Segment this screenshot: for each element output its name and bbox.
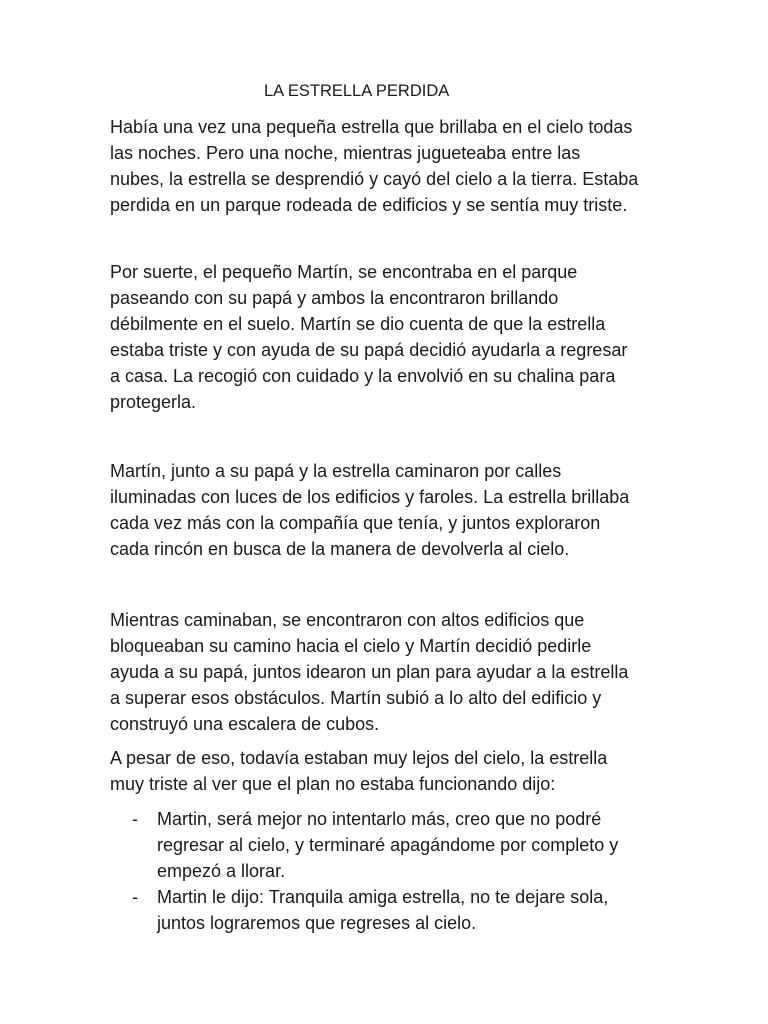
text-line: ayuda a su papá, juntos idearon un plan para ayudar a la estrella [110, 662, 629, 682]
text-line: empezó a llorar. [157, 861, 286, 881]
text-line: Martin le dijo: Tranquila amiga estrella, no te dejare sola, [157, 887, 609, 907]
text-line: A pesar de eso, todavía estaban muy lejos del cielo, la estrella [110, 748, 608, 768]
list-dash-marker: - [132, 809, 138, 829]
paragraph-3 [110, 458, 670, 562]
list-dash-marker: - [132, 887, 138, 907]
text-line: Mientras caminaban, se encontraron con altos edificios que [110, 610, 585, 630]
text-line: cada rincón en busca de la manera de devolverla al cielo. [110, 539, 570, 559]
document-title: LA ESTRELLA PERDIDA [264, 82, 450, 100]
text-line: Martín, junto a su papá y la estrella caminaron por calles [110, 461, 562, 481]
paragraph-5 [110, 745, 670, 797]
text-line: las noches. Pero una noche, mientras jugueteaba entre las [110, 143, 581, 163]
text-line: protegerla. [110, 392, 197, 412]
text-line: juntos lograremos que regreses al cielo. [157, 913, 477, 933]
list-item [110, 884, 670, 936]
text-line: regresar al cielo, y terminaré apagándome por completo y [157, 835, 619, 855]
text-line: bloqueaban su camino hacia el cielo y Martín decidió pedirle [110, 636, 592, 656]
paragraph-1 [110, 114, 670, 218]
text-line: Por suerte, el pequeño Martín, se encontraba en el parque [110, 262, 578, 282]
text-line: cada vez más con la compañía que tenía, y juntos exploraron [110, 513, 601, 533]
text-line: muy triste al ver que el plan no estaba funcionando dijo: [110, 774, 556, 794]
text-line: Martin, será mejor no intentarlo más, creo que no podré [157, 809, 602, 829]
text-line: iluminadas con luces de los edificios y faroles. La estrella brillaba [110, 487, 630, 507]
text-line: a casa. La recogió con cuidado y la envolvió en su chalina para [110, 366, 616, 386]
list-item [110, 806, 670, 884]
paragraph-2 [110, 259, 670, 415]
text-line: débilmente en el suelo. Martín se dio cuenta de que la estrella [110, 314, 606, 334]
text-line: construyó una escalera de cubos. [110, 714, 380, 734]
text-line: perdida en un parque rodeada de edificios y se sentía muy triste. [110, 195, 628, 215]
text-line: a superar esos obstáculos. Martín subió a lo alto del edificio y [110, 688, 602, 708]
text-line: Había una vez una pequeña estrella que brillaba en el cielo todas [110, 117, 633, 137]
text-line: nubes, la estrella se desprendió y cayó del cielo a la tierra. Estaba [110, 169, 639, 189]
text-line: estaba triste y con ayuda de su papá decidió ayudarla a regresar [110, 340, 628, 360]
paragraph-4 [110, 607, 670, 737]
dialogue-list [110, 806, 670, 936]
text-line: paseando con su papá y ambos la encontraron brillando [110, 288, 559, 308]
